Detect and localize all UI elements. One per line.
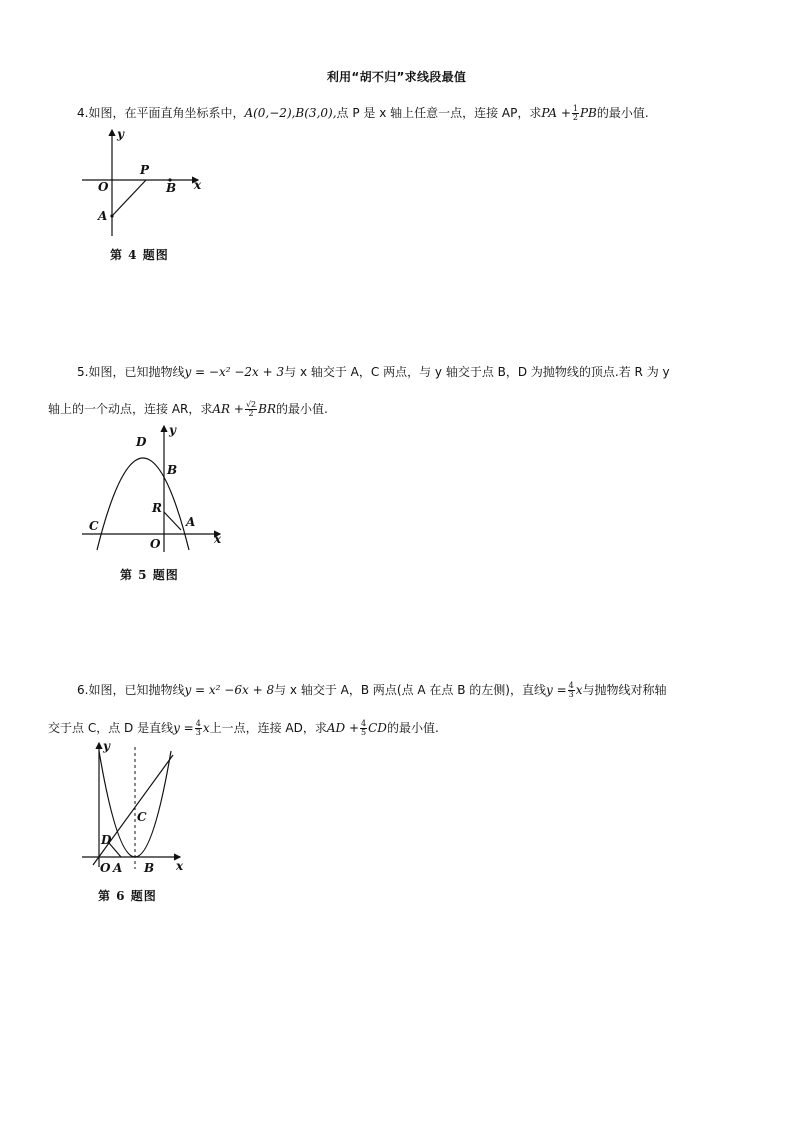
figure-6-label-y: y — [103, 739, 110, 753]
figure-6-label-o: O — [100, 861, 111, 875]
figure-6-label-d: D — [101, 833, 112, 847]
figure-5-label-b: B — [167, 463, 178, 477]
figure-5-caption: 第 5 题图 — [120, 568, 179, 582]
figure-4-label-y: y — [117, 127, 124, 141]
problem-6-line-expr: y = — [545, 683, 567, 697]
figure-4-label-b: B — [166, 181, 177, 195]
figure-4-label-p: P — [140, 163, 150, 177]
problem-6-line-1 — [77, 681, 667, 699]
problem-4-text-b: 点 P 是 x 轴上任意一点，连接 AP，求 — [336, 106, 542, 120]
figure-6-line-y43x — [93, 755, 173, 865]
problem-6-line-expr-x: x — [575, 683, 583, 697]
figure-6 — [80, 741, 200, 881]
problem-6-text-c: 与抛物线对称轴 — [582, 683, 667, 697]
problem-4-statement — [77, 104, 649, 122]
problem-6-fraction-3: $\frac{4}{5}$ — [361, 719, 367, 737]
figure-6-label-x: x — [176, 859, 184, 873]
problem-5-text-c: 轴上的一个动点，连接 AR，求 — [48, 402, 213, 416]
problem-4-text-a: 4.如图，在平面直角坐标系中， — [77, 106, 245, 120]
problem-5-expr-b: BR — [258, 402, 276, 416]
problem-5-text-a: 5.如图，已知抛物线 — [77, 365, 185, 379]
figure-5-label-y: y — [169, 423, 176, 437]
figure-4-label-a: A — [98, 209, 108, 223]
problem-5-text-d: 的最小值. — [276, 402, 328, 416]
figure-5-label-x: x — [214, 532, 222, 546]
problem-5-text-b: 与 x 轴交于 A，C 两点，与 y 轴交于点 B，D 为抛物线的顶点.若 R 为 y — [284, 365, 670, 379]
problem-6-text-d: 交于点 C，点 D 是直线 — [48, 721, 174, 735]
problem-6-text-f: 的最小值. — [386, 721, 439, 735]
problem-5-expr-a: AR + — [212, 402, 244, 416]
figure-6-label-c: C — [137, 810, 147, 824]
problem-6-fraction-2: $\frac{4}{3}$ — [195, 719, 201, 737]
figure-6-label-a: A — [113, 861, 123, 875]
figure-4 — [80, 128, 220, 238]
problem-6-text-b: 与 x 轴交于 A，B 两点(点 A 在点 B 的左侧)，直线 — [274, 683, 546, 697]
figure-6-label-b: B — [144, 861, 155, 875]
figure-6-caption: 第 6 题图 — [98, 889, 157, 903]
figure-4-label-o: O — [98, 180, 109, 194]
problem-6-line-2 — [48, 719, 439, 737]
problem-6-fraction-1: $\frac{4}{3}$ — [568, 681, 574, 699]
figure-5-segment-ra — [164, 512, 181, 530]
figure-4-point-a — [110, 214, 113, 217]
problem-4-text-c: 的最小值. — [596, 106, 649, 120]
problem-6-text-a: 6.如图，已知抛物线 — [77, 683, 185, 697]
figure-5-label-o: O — [150, 537, 161, 551]
figure-5-label-c: C — [89, 519, 99, 533]
problem-5-line-2 — [48, 400, 328, 418]
figure-5 — [80, 424, 230, 554]
problem-4-expr-a: PA + — [541, 106, 571, 120]
problem-6-expr-a: AD + — [326, 721, 360, 735]
figure-5-label-r: R — [152, 501, 162, 515]
problem-6-line-expr-2-x: x — [202, 721, 210, 735]
problem-6-text-e: 上一点，连接 AD，求 — [209, 721, 327, 735]
page-title: 利用“胡不归”求线段最值 — [326, 70, 467, 84]
problem-6-line-expr-2: y = — [173, 721, 194, 735]
problem-5-line-1 — [77, 363, 670, 380]
problem-5-fraction: $\frac{√2}{2}$ — [245, 400, 257, 418]
problem-6-parabola-expr: y = x² −6x + 8 — [184, 683, 275, 697]
figure-4-segment-ap — [112, 180, 146, 216]
figure-5-label-d: D — [136, 435, 147, 449]
problem-4-points: A(0,−2),B(3,0), — [244, 106, 337, 120]
problem-6-expr-b: CD — [368, 721, 387, 735]
problem-4-fraction: $\frac{1}{2}$ — [572, 104, 578, 122]
problem-5-parabola-expr: y = −x² −2x + 3 — [184, 365, 285, 379]
figure-4-label-x: x — [194, 178, 202, 192]
problem-4-expr-b: PB — [579, 106, 597, 120]
figure-5-label-a: A — [186, 515, 196, 529]
figure-4-caption: 第 4 题图 — [110, 248, 169, 262]
